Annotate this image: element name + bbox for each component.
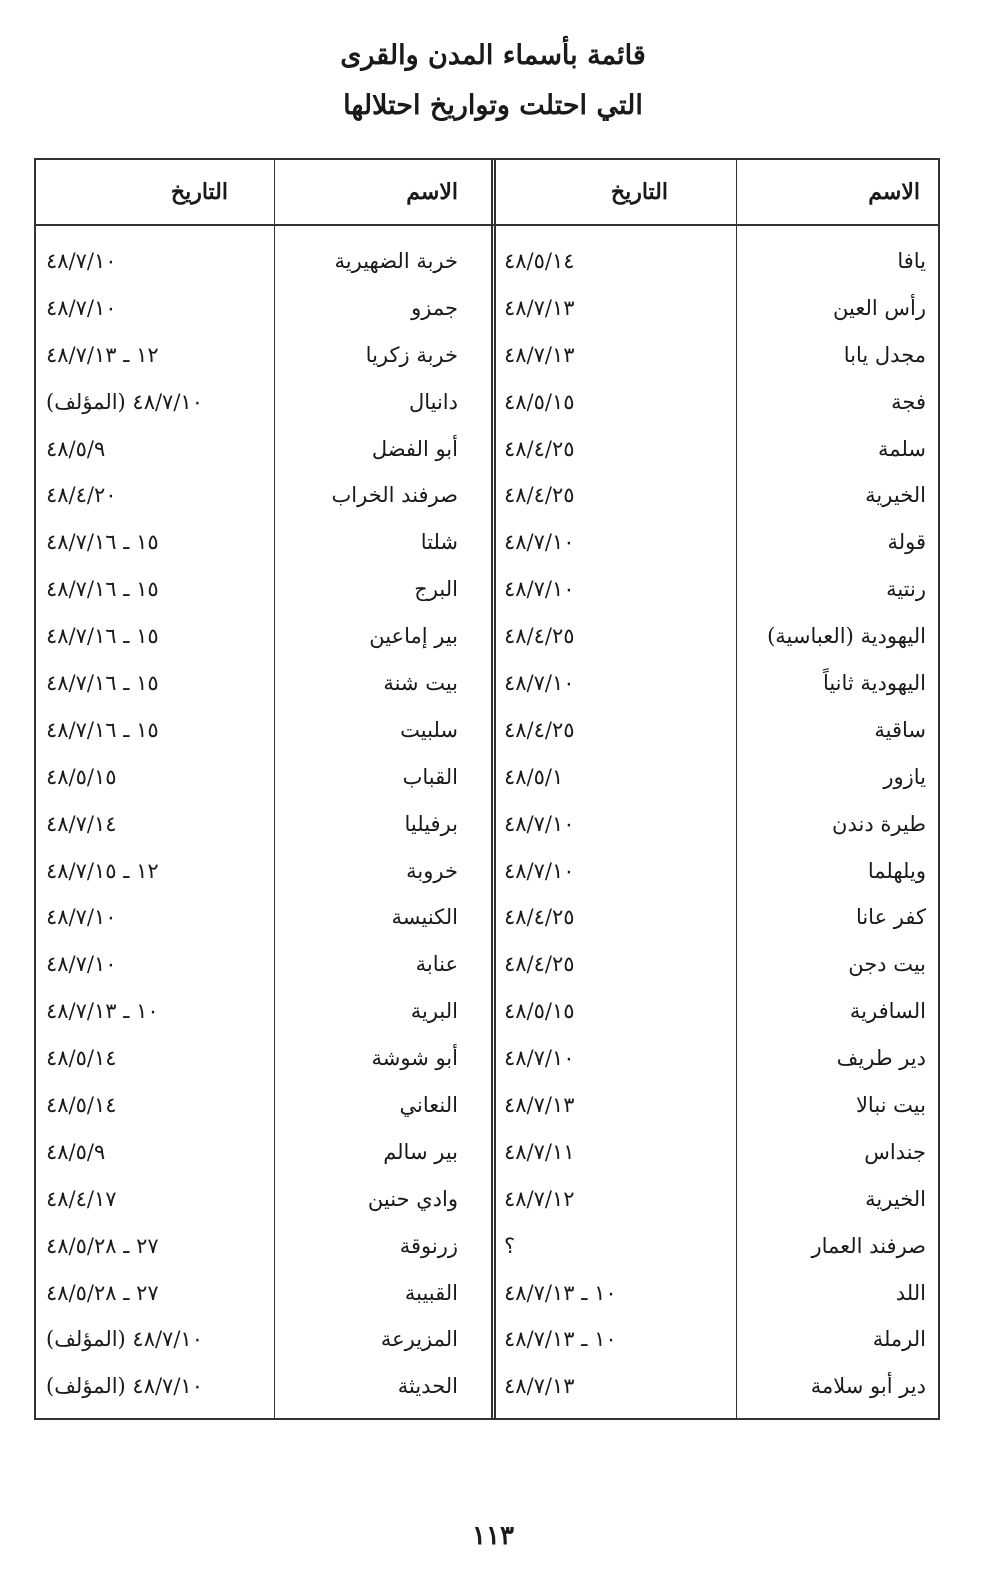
table-row [36, 1176, 938, 1223]
occupation-date: ٤٨/٧/١٣ [504, 342, 575, 367]
table-row [36, 988, 938, 1035]
place-name: البرية [410, 999, 458, 1024]
occupation-date: ٤٨/٥/١٤ [46, 1046, 117, 1071]
place-name: بيت نبالا [855, 1093, 926, 1118]
table-row [36, 238, 938, 285]
occupation-date: ٤٨/٧/١٣ [504, 1374, 575, 1399]
place-name: بيت شنة [383, 671, 458, 696]
occupation-date: ٤٨/٧/١٠ [504, 1046, 575, 1071]
occupation-date: ٤٨/٧/١٢ [504, 1186, 575, 1211]
place-name: ساقية [874, 717, 926, 742]
place-name: دانيال [408, 389, 458, 414]
occupation-date: ٤٨/٧/١٠ [504, 671, 575, 696]
place-name: رأس العين [833, 295, 926, 320]
occupation-date: ١٥ ـ ٤٨/٧/١٦ [46, 530, 159, 555]
place-name: ويلهلما [867, 858, 926, 883]
occupation-date: ٤٨/٥/١٤ [504, 249, 575, 273]
place-name: مجدل يابا [843, 342, 926, 367]
place-name: قولة [887, 530, 926, 555]
place-name: صرفند العمار [811, 1233, 926, 1258]
place-name: السافرية [849, 999, 926, 1024]
place-name: دير أبو سلامة [810, 1374, 926, 1399]
table-row [36, 660, 938, 707]
occupation-date: ١٥ ـ ٤٨/٧/١٦ [46, 717, 159, 742]
table-row [36, 332, 938, 379]
header-divider [36, 224, 938, 226]
occupation-date: ٤٨/٤/٢٥ [504, 717, 575, 742]
table-row [36, 754, 938, 801]
occupation-date: ٤٨/٤/٢٥ [504, 436, 575, 461]
place-name: الخيرية [865, 483, 926, 508]
occupation-date: ٢٧ ـ ٤٨/٥/٢٨ [46, 1280, 159, 1305]
table-row [36, 1129, 938, 1176]
occupation-date: ٤٨/٧/١٠ [46, 249, 117, 273]
occupation-date: ٤٨/٤/٢٥ [504, 483, 575, 508]
occupation-date: ٤٨/٥/١٥ [504, 389, 575, 414]
place-name: وادي حنين [367, 1186, 458, 1211]
occupation-date: ١٠ ـ ٤٨/٧/١٣ [46, 999, 159, 1024]
place-name: كفر عانا [855, 905, 926, 930]
table-row [36, 1363, 938, 1410]
place-name: البرج [414, 577, 458, 602]
place-name: الكنيسة [391, 905, 458, 930]
table-row [36, 566, 938, 613]
occupation-date: ١٢ ـ ٤٨/٧/١٥ [46, 858, 159, 883]
table-row [36, 801, 938, 848]
place-name: يازور [883, 764, 926, 789]
occupation-date: ٤٨/٤/١٧ [46, 1186, 117, 1211]
place-name: يافا [897, 249, 926, 273]
table-row [36, 707, 938, 754]
place-name: اللد [895, 1280, 926, 1305]
occupation-date: ٤٨/٧/١٠ [504, 577, 575, 602]
occupation-date: ١٠ ـ ٤٨/٧/١٣ [504, 1280, 617, 1305]
occupation-date: ٤٨/٧/١٠ [504, 858, 575, 883]
place-name: القباب [402, 764, 458, 789]
occupation-date: ٤٨/٥/١ [504, 764, 564, 789]
table-row [36, 285, 938, 332]
place-name: جمزو [411, 295, 458, 320]
place-name: القبيبة [404, 1280, 458, 1305]
occupation-date: ١٥ ـ ٤٨/٧/١٦ [46, 671, 159, 696]
table-row [36, 848, 938, 895]
place-name: خروبة [406, 858, 458, 883]
place-name: الرملة [872, 1327, 926, 1352]
occupation-date: ١٥ ـ ٤٨/٧/١٦ [46, 624, 159, 649]
table-body [36, 238, 938, 1410]
occupation-date: ٤٨/٤/٢٥ [504, 905, 575, 930]
place-name: رنتية [886, 577, 926, 602]
place-name: بير إماعين [369, 624, 458, 649]
page-subtitle: التي احتلت وتواريخ احتلالها [343, 90, 643, 121]
occupation-date: ؟ [504, 1233, 516, 1258]
table-row [36, 894, 938, 941]
towns-table [34, 158, 940, 1420]
place-name: الخيرية [865, 1186, 926, 1211]
place-name: اليهودية ثانياً [822, 671, 926, 696]
occupation-date: ٤٨/٧/١٠ [46, 295, 117, 320]
place-name: بير سالم [383, 1139, 458, 1164]
occupation-date: ٤٨/٧/١٠ (المؤلف) [46, 1327, 203, 1352]
table-row [36, 426, 938, 473]
occupation-date: ٤٨/٧/١١ [504, 1139, 575, 1164]
occupation-date: ٤٨/٥/٩ [46, 436, 106, 461]
place-name: اليهودية (العباسية) [767, 624, 926, 649]
place-name: بيت دجن [848, 952, 926, 977]
place-name: الحديثة [397, 1374, 458, 1399]
table-row [36, 472, 938, 519]
table-row [36, 1035, 938, 1082]
place-name: فجة [891, 389, 926, 414]
table-row [36, 1082, 938, 1129]
occupation-date: ٤٨/٤/٢٠ [46, 483, 117, 508]
table-row [36, 1316, 938, 1363]
header-date-right: التاريخ [610, 179, 668, 205]
place-name: برفيليا [404, 811, 458, 836]
occupation-date: ٤٨/٧/١٠ [504, 530, 575, 555]
table-row [36, 941, 938, 988]
occupation-date: ٤٨/٤/٢٥ [504, 624, 575, 649]
header-date-left: التاريخ [170, 179, 228, 205]
place-name: النعاني [399, 1093, 458, 1118]
occupation-date: ٤٨/٧/١٤ [46, 811, 117, 836]
place-name: سلبيت [400, 717, 458, 742]
occupation-date: ٤٨/٧/١٠ (المؤلف) [46, 389, 203, 414]
occupation-date: ١٥ ـ ٤٨/٧/١٦ [46, 577, 159, 602]
place-name: المزيرعة [380, 1327, 458, 1352]
page-number: ١١٣ [472, 1521, 514, 1551]
occupation-date: ٤٨/٧/١٠ [46, 905, 117, 930]
header-name-left: الاسم [406, 179, 458, 205]
place-name: سلمة [878, 436, 926, 461]
table-row [36, 519, 938, 566]
occupation-date: ٤٨/٤/٢٥ [504, 952, 575, 977]
place-name: زرنوقة [399, 1233, 458, 1258]
occupation-date: ٤٨/٧/١٠ (المؤلف) [46, 1374, 203, 1399]
occupation-date: ٤٨/٥/١٥ [46, 764, 117, 789]
place-name: عنابة [415, 952, 458, 977]
place-name: شلتا [420, 530, 458, 555]
occupation-date: ٤٨/٧/١٣ [504, 295, 575, 320]
table-row [36, 1223, 938, 1270]
place-name: طيرة دندن [832, 811, 926, 836]
table-row [36, 613, 938, 660]
occupation-date: ٢٧ ـ ٤٨/٥/٢٨ [46, 1233, 159, 1258]
place-name: أبو شوشة [371, 1046, 458, 1071]
place-name: جنداس [864, 1139, 926, 1164]
table-row [36, 1270, 938, 1317]
occupation-date: ٤٨/٥/١٥ [504, 999, 575, 1024]
place-name: خربة الضهيرية [334, 249, 458, 273]
occupation-date: ٤٨/٥/٩ [46, 1139, 106, 1164]
page-title: قائمة بأسماء المدن والقرى [340, 40, 646, 71]
place-name: صرفند الخراب [331, 483, 458, 508]
table-row [36, 379, 938, 426]
place-name: دير طريف [836, 1046, 926, 1071]
occupation-date: ٤٨/٧/١٣ [504, 1093, 575, 1118]
occupation-date: ٤٨/٧/١٠ [46, 952, 117, 977]
place-name: أبو الفضل [371, 436, 458, 461]
occupation-date: ١٢ ـ ٤٨/٧/١٣ [46, 342, 159, 367]
occupation-date: ٤٨/٥/١٤ [46, 1093, 117, 1118]
occupation-date: ٤٨/٧/١٠ [504, 811, 575, 836]
place-name: خربة زكريا [365, 342, 458, 367]
occupation-date: ١٠ ـ ٤٨/٧/١٣ [504, 1327, 617, 1352]
header-name-right: الاسم [868, 179, 920, 205]
